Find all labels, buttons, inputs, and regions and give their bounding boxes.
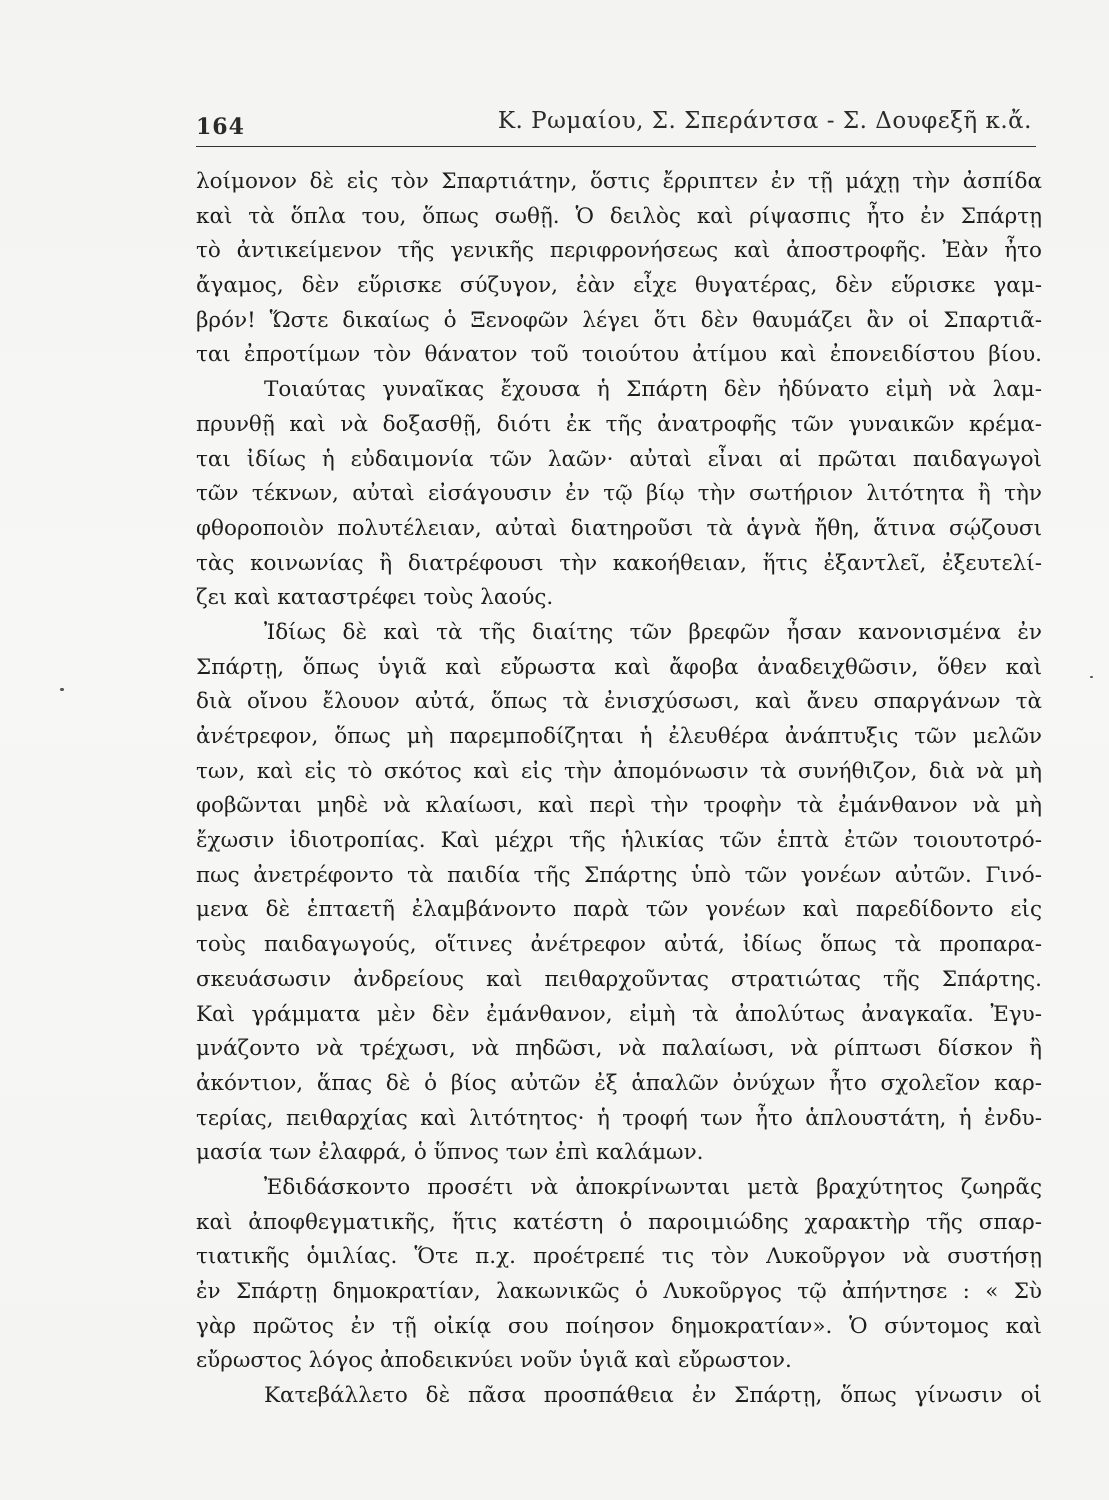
paragraph-start-line: Ἰδίως δὲ καὶ τὰ τῆς διαίτης τῶν βρεφῶν ἦσαν κανονισμένα ἐν bbox=[264, 619, 1042, 645]
paragraph-start-line: Ἐδιδάσκοντο προσέτι νὰ ἀποκρίνωνται μετὰ βραχύτητος ζωηρᾶς bbox=[264, 1174, 1042, 1200]
page-number: 164 bbox=[196, 114, 245, 140]
text-line: τὸ ἀντικείμενον τῆς γενικῆς περιφρονήσεως καὶ ἀποστροφῆς. Ἐὰν ἦτο bbox=[196, 238, 1042, 264]
text-line: μενα δὲ ἑπταετῆ ἐλαμβάνοντο παρὰ τῶν γονέων καὶ παρεδίδοντο εἰς bbox=[196, 897, 1042, 923]
text-line: ται ἰδίως ἡ εὐδαιμονία τῶν λαῶν· αὐταὶ εἶναι αἱ πρῶται παιδαγωγοὶ bbox=[196, 446, 1042, 472]
body-text bbox=[196, 165, 1042, 1414]
text-line: μνάζοντο νὰ τρέχωσι, νὰ πηδῶσι, νὰ παλαίωσι, νὰ ρίπτωσι δίσκον ἢ bbox=[196, 1036, 1042, 1062]
paragraph-end-line: εὔρωστος λόγος ἀποδεικνύει νοῦν ὑγιᾶ καὶ εὔρωστον. bbox=[196, 1348, 792, 1374]
text-line: τοὺς παιδαγωγούς, οἵτινες ἀνέτρεφον αὐτά, ἰδίως ὅπως τὰ προπαρα- bbox=[196, 932, 1042, 958]
print-speck bbox=[60, 688, 64, 691]
text-line: ἀκόντιον, ἅπας δὲ ὁ βίος αὐτῶν ἐξ ἁπαλῶν ὀνύχων ἦτο σχολεῖον καρ- bbox=[196, 1070, 1042, 1096]
text-line: πρυνθῇ καὶ νὰ δοξασθῇ, διότι ἐκ τῆς ἀνατροφῆς τῶν γυναικῶν κρέμα- bbox=[196, 411, 1042, 437]
header-rule bbox=[196, 146, 1036, 147]
paragraph-start-line: Τοιαύτας γυναῖκας ἔχουσα ἡ Σπάρτη δὲν ἠδύνατο εἰμὴ νὰ λαμ- bbox=[264, 377, 1042, 403]
text-line: των, καὶ εἰς τὸ σκότος καὶ εἰς τὴν ἀπομόνωσιν τὰ συνήθιζον, διὰ νὰ μὴ bbox=[196, 758, 1042, 784]
text-line: ται ἐπροτίμων τὸν θάνατον τοῦ τοιούτου ἀτίμου καὶ ἐπονειδίστου βίου. bbox=[196, 342, 1042, 368]
text-line: σκευάσωσιν ἀνδρείους καὶ πειθαρχοῦντας στρατιώτας τῆς Σπάρτης. bbox=[196, 966, 1042, 992]
print-speck bbox=[1090, 676, 1093, 678]
paragraph-start-line: Κατεβάλλετο δὲ πᾶσα προσπάθεια ἐν Σπάρτῃ, ὅπως γίνωσιν οἱ bbox=[264, 1383, 1042, 1409]
text-line: φοβῶνται μηδὲ νὰ κλαίωσι, καὶ περὶ τὴν τροφὴν τὰ ἐμάνθανον νὰ μὴ bbox=[196, 793, 1042, 819]
running-head bbox=[196, 100, 1042, 140]
text-line: Καὶ γράμματα μὲν δὲν ἐμάνθανον, εἰμὴ τὰ ἀπολύτως ἀναγκαῖα. Ἐγυ- bbox=[196, 1001, 1042, 1027]
text-line: γὰρ πρῶτος ἐν τῇ οἰκίᾳ σου ποίησον δημοκρατίαν». Ὁ σύντομος καὶ bbox=[196, 1313, 1042, 1339]
text-line: λοίμονον δὲ εἰς τὸν Σπαρτιάτην, ὅστις ἔρριπτεν ἐν τῇ μάχῃ τὴν ἀσπίδα bbox=[196, 169, 1042, 194]
text-line: τὰς κοινωνίας ἢ διατρέφουσι τὴν κακοήθειαν, ἥτις ἐξαντλεῖ, ἐξευτελί- bbox=[196, 550, 1042, 576]
running-head-title: Κ. Ρωμαίου, Σ. Σπεράντσα - Σ. Δουφεξῆ κ.ἄ. bbox=[497, 108, 1032, 134]
text-line: πως ἀνετρέφοντο τὰ παιδία τῆς Σπάρτης ὑπὸ τῶν γονέων αὐτῶν. Γινό- bbox=[196, 862, 1042, 888]
text-line: ἔχωσιν ἰδιοτροπίας. Καὶ μέχρι τῆς ἡλικίας τῶν ἑπτὰ ἐτῶν τοιουτοτρό- bbox=[196, 828, 1042, 854]
paragraph-end-line: ζει καὶ καταστρέφει τοὺς λαούς. bbox=[196, 585, 554, 611]
text-line: βρόν! Ὥστε δικαίως ὁ Ξενοφῶν λέγει ὅτι δὲν θαυμάζει ἂν οἱ Σπαρτιᾶ- bbox=[196, 307, 1042, 333]
text-line: διὰ οἴνου ἔλουον αὐτά, ὅπως τὰ ἐνισχύσωσι, καὶ ἄνευ σπαργάνων τὰ bbox=[196, 689, 1042, 715]
text-line: ἀνέτρεφον, ὅπως μὴ παρεμποδίζηται ἡ ἐλευθέρα ἀνάπτυξις τῶν μελῶν bbox=[196, 724, 1042, 749]
text-line: τιατικῆς ὁμιλίας. Ὅτε π.χ. προέτρεπέ τις τὸν Λυκοῦργον νὰ συστήσῃ bbox=[196, 1244, 1042, 1270]
text-line: φθοροποιὸν πολυτέλειαν, αὐταὶ διατηροῦσι τὰ ἁγνὰ ἤθη, ἅτινα σῴζουσι bbox=[196, 515, 1042, 541]
text-line: ἐν Σπάρτῃ δημοκρατίαν, λακωνικῶς ὁ Λυκοῦργος τῷ ἀπήντησε : « Σὺ bbox=[196, 1279, 1042, 1304]
text-line: Σπάρτῃ, ὅπως ὑγιᾶ καὶ εὔρωστα καὶ ἄφοβα ἀναδειχθῶσιν, ὅθεν καὶ bbox=[196, 654, 1042, 680]
text-line: καὶ τὰ ὅπλα του, ὅπως σωθῇ. Ὁ δειλὸς καὶ ρίψασπις ἦτο ἐν Σπάρτῃ bbox=[196, 203, 1042, 229]
paragraph-end-line: μασία των ἐλαφρά, ὁ ὕπνος των ἐπὶ καλάμων. bbox=[196, 1140, 704, 1166]
text-line: ἄγαμος, δὲν εὕρισκε σύζυγον, ἐὰν εἶχε θυγατέρας, δὲν εὕρισκε γαμ- bbox=[196, 273, 1042, 299]
text-line: τῶν τέκνων, αὐταὶ εἰσάγουσιν ἐν τῷ βίῳ τὴν σωτήριον λιτότητα ἢ τὴν bbox=[196, 481, 1042, 507]
text-line: καὶ ἀποφθεγματικῆς, ἥτις κατέστη ὁ παροιμιώδης χαρακτὴρ τῆς σπαρ- bbox=[196, 1209, 1042, 1235]
text-line: τερίας, πειθαρχίας καὶ λιτότητος· ἡ τροφή των ἦτο ἁπλουστάτη, ἡ ἐνδυ- bbox=[196, 1105, 1042, 1131]
